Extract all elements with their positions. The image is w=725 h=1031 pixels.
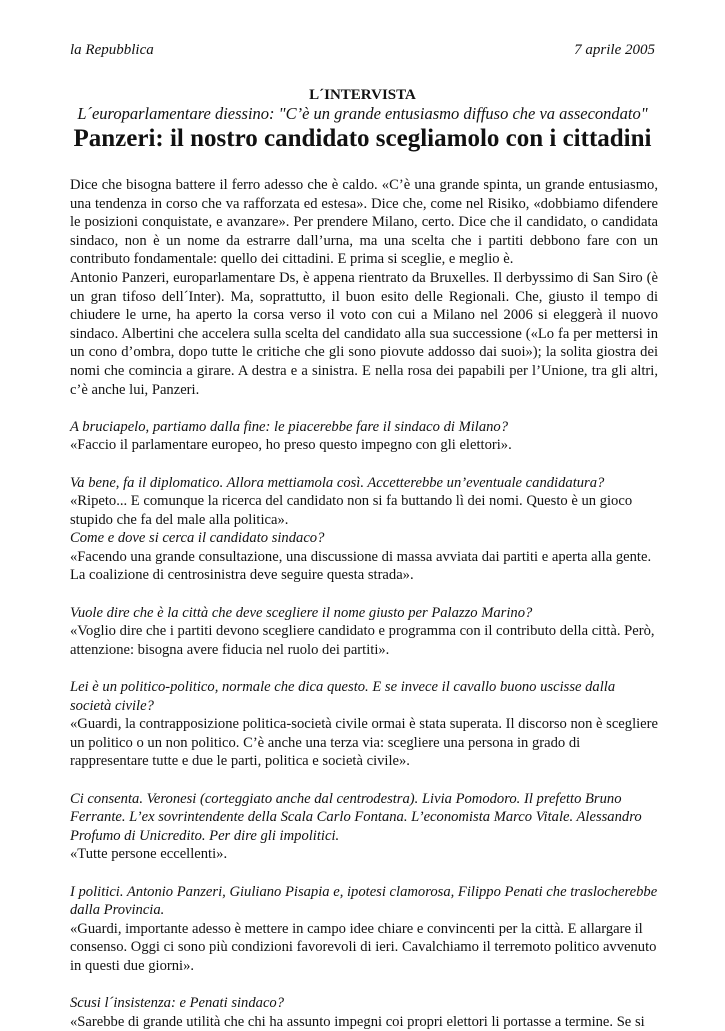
question: Scusi l´insistenza: e Penati sindaco? bbox=[70, 995, 285, 1012]
answer: «Facendo una grande consultazione, una discussione di massa avviata dai partiti e aperta alla gente. La coalizione di centrosinistra deve seguire questa strada». bbox=[70, 548, 652, 584]
headline: Panzeri: il nostro candidato scegliamolo con i cittadini bbox=[73, 125, 652, 152]
question: Come e dove si cerca il candidato sindaco? bbox=[70, 530, 325, 547]
question: Vuole dire che è la città che deve scegliere il nome giusto per Palazzo Marino? bbox=[70, 604, 533, 621]
subtitle: L´europarlamentare diessino: "C’è un grande entusiasmo diffuso che va assecondato" bbox=[77, 104, 648, 123]
answer: «Faccio il parlamentare europeo, ho preso questo impegno con gli elettori». bbox=[70, 437, 512, 454]
qa-block bbox=[70, 678, 658, 771]
newspaper-name: la Repubblica bbox=[70, 42, 154, 58]
publication-date: 7 aprile 2005 bbox=[574, 42, 655, 58]
qa-block bbox=[70, 418, 658, 455]
answer: «Ripeto... E comunque la ricerca del candidato non si fa buttando lì dei nomi. Questo è un gioco stupido che fa del male alla politica». bbox=[70, 493, 633, 528]
page-header bbox=[70, 42, 655, 62]
section-label: L´INTERVISTA bbox=[309, 87, 416, 103]
article-body bbox=[70, 176, 658, 1031]
qa-block bbox=[70, 604, 658, 660]
intro-paragraph: Dice che bisogna battere il ferro adesso che è caldo. «C’è una grande spinta, un grande entusiasmo, una tendenza in corso che va rafforzata ed estesa». Dice che, come nel Risiko, «dobbiamo difendere le posizioni conquistate, e avanzare». Per prendere Milano, certo. Dice che il candidato, o candidata sindaco, non è un nome da estrarre dall’urna, ma una scelta che i partiti debbono fare con un contributo fondamentale: quello dei cittadini. E prima si sceglie, e meglio è. bbox=[70, 177, 658, 268]
title-block bbox=[40, 86, 685, 155]
qa-block bbox=[70, 474, 658, 586]
qa-block bbox=[70, 994, 658, 1031]
answer: «Tutte persone eccellenti». bbox=[70, 846, 228, 863]
intro-paragraph: Antonio Panzeri, europarlamentare Ds, è appena rientrato da Bruxelles. Il derbyssimo di San Siro (è un gran tifoso dell´Inter). Ma, soprattutto, il buon esito delle Regionali. Che, giusto il tempo di chiudere le urne, ha aperto la corsa verso il voto con cui a Milano nel 2006 si eleggerà il nuovo sindaco. Albertini che accelera sulla scelta del candidato alla sua successione («Lo fa per mettersi in un cono d’ombra, dopo tutte le critiche che gli sono piovute addosso dai suoi»); la solita giostra dei nomi che comincia a girare. A destra e a sinistra. E nella rosa dei papabili per l’Unione, tra gli altri, c’è anche lui, Panzeri. bbox=[70, 269, 658, 398]
question: I politici. Antonio Panzeri, Giuliano Pisapia e, ipotesi clamorosa, Filippo Penati che traslocherebbe dalla Provincia. bbox=[70, 883, 658, 919]
question: Va bene, fa il diplomatico. Allora mettiamola così. Accetterebbe un’eventuale candidatura? bbox=[70, 474, 605, 491]
answer: «Voglio dire che i partiti devono scegliere candidato e programma con il contributo della città. Però, attenzione: bisogna avere fiducia nel ruolo dei partiti». bbox=[70, 623, 655, 658]
answer: «Sarebbe di grande utilità che chi ha assunto impegni coi propri elettori li portasse a termine. Se si bbox=[70, 1013, 645, 1030]
qa-block bbox=[70, 883, 658, 976]
question: Lei è un politico-politico, normale che dica questo. E se invece il cavallo buono uscisse dalla società civile? bbox=[70, 679, 616, 714]
question: A bruciapelo, partiamo dalla fine: le piacerebbe fare il sindaco di Milano? bbox=[70, 418, 509, 435]
answer: «Guardi, la contrapposizione politica-società civile ormai è stata superata. Il discorso non è scegliere un politico o un non politico. C’è anche una terza via: scegliere una persona in grado di rappresentare tutte e due le parti, politica e società civile». bbox=[70, 716, 658, 770]
qa-block bbox=[70, 790, 658, 864]
question: Ci consenta. Veronesi (corteggiato anche dal centrodestra). Livia Pomodoro. Il prefetto Bruno Ferrante. L’ex sovrintendente della Scala Carlo Fontana. L’economista Marco Vitale. Alessandro Profumo di Unicredito. Per dire gli impolitici. bbox=[70, 790, 642, 844]
answer: «Guardi, importante adesso è mettere in campo idee chiare e convincenti per la città. E allargare il consenso. Oggi ci sono più condizioni favorevoli di ieri. Cavalchiamo il terremoto politico avvenuto in questi due giorni». bbox=[70, 920, 657, 974]
